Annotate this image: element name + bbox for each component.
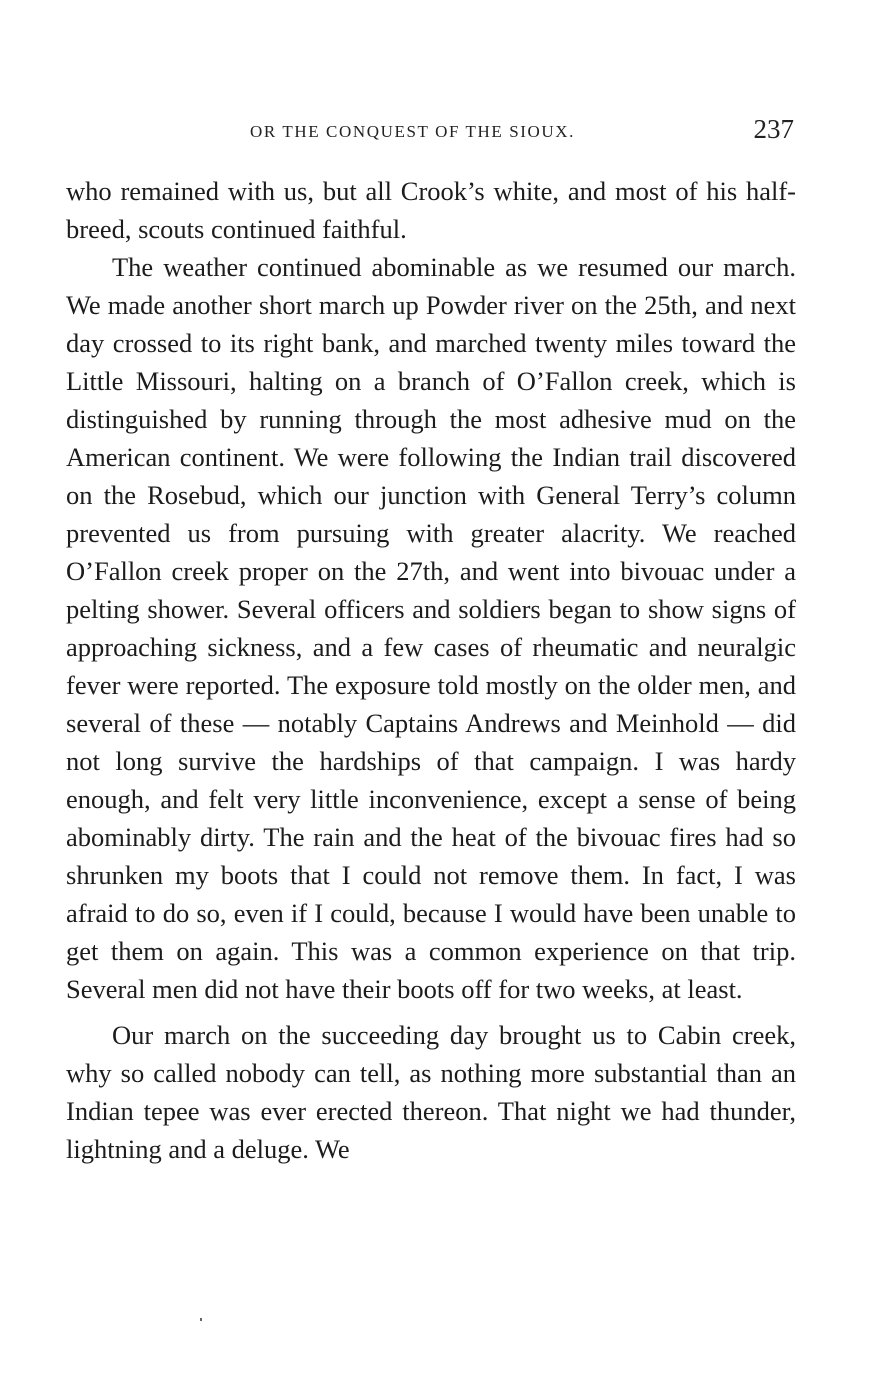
- running-head: OR THE CONQUEST OF THE SIOUX.: [250, 122, 576, 141]
- page-header: [66, 114, 794, 154]
- print-speck: [200, 1318, 202, 1321]
- page-number: 237: [753, 114, 794, 144]
- paragraph-cabin-creek: Our march on the succeeding day brought us to Cabin creek, why so called nobody can tell, as nothing more substantial than an Indian tepee was ever erected thereon. That night we had thunder, lightning and a deluge. We: [66, 1020, 796, 1164]
- body-text: [66, 172, 796, 1168]
- paragraph-continued: who remained with us, but all Crook’s white, and most of his half-breed, scouts continued faithful.: [66, 176, 796, 244]
- paragraph-weather-march: The weather continued abominable as we resumed our march. We made another short march up Powder river on the 25th, and next day crossed to its right bank, and marched twenty miles toward the Little Missouri, halting on a branch of O’Fallon creek, which is distinguished by running through the most adhesive mud on the American continent. We were following the Indian trail discovered on the Rosebud, which our junction with General Terry’s column prevented us from pursuing with greater alacrity. We reached O’Fallon creek proper on the 27th, and went into bivouac under a pelting shower. Several officers and soldiers began to show signs of approaching sickness, and a few cases of rheumatic and neuralgic fever were reported. The exposure told mostly on the older men, and several of these — notably Captains Andrews and Meinhold — did not long survive the hardships of that campaign. I was hardy enough, and felt very little inconvenience, except a sense of being abominably dirty. The rain and the heat of the bivouac fires had so shrunken my boots that I could not remove them. In fact, I was afraid to do so, even if I could, because I would have been unable to get them on again. This was a common experience on that trip. Several men did not have their boots off for two weeks, at least.: [66, 252, 796, 1004]
